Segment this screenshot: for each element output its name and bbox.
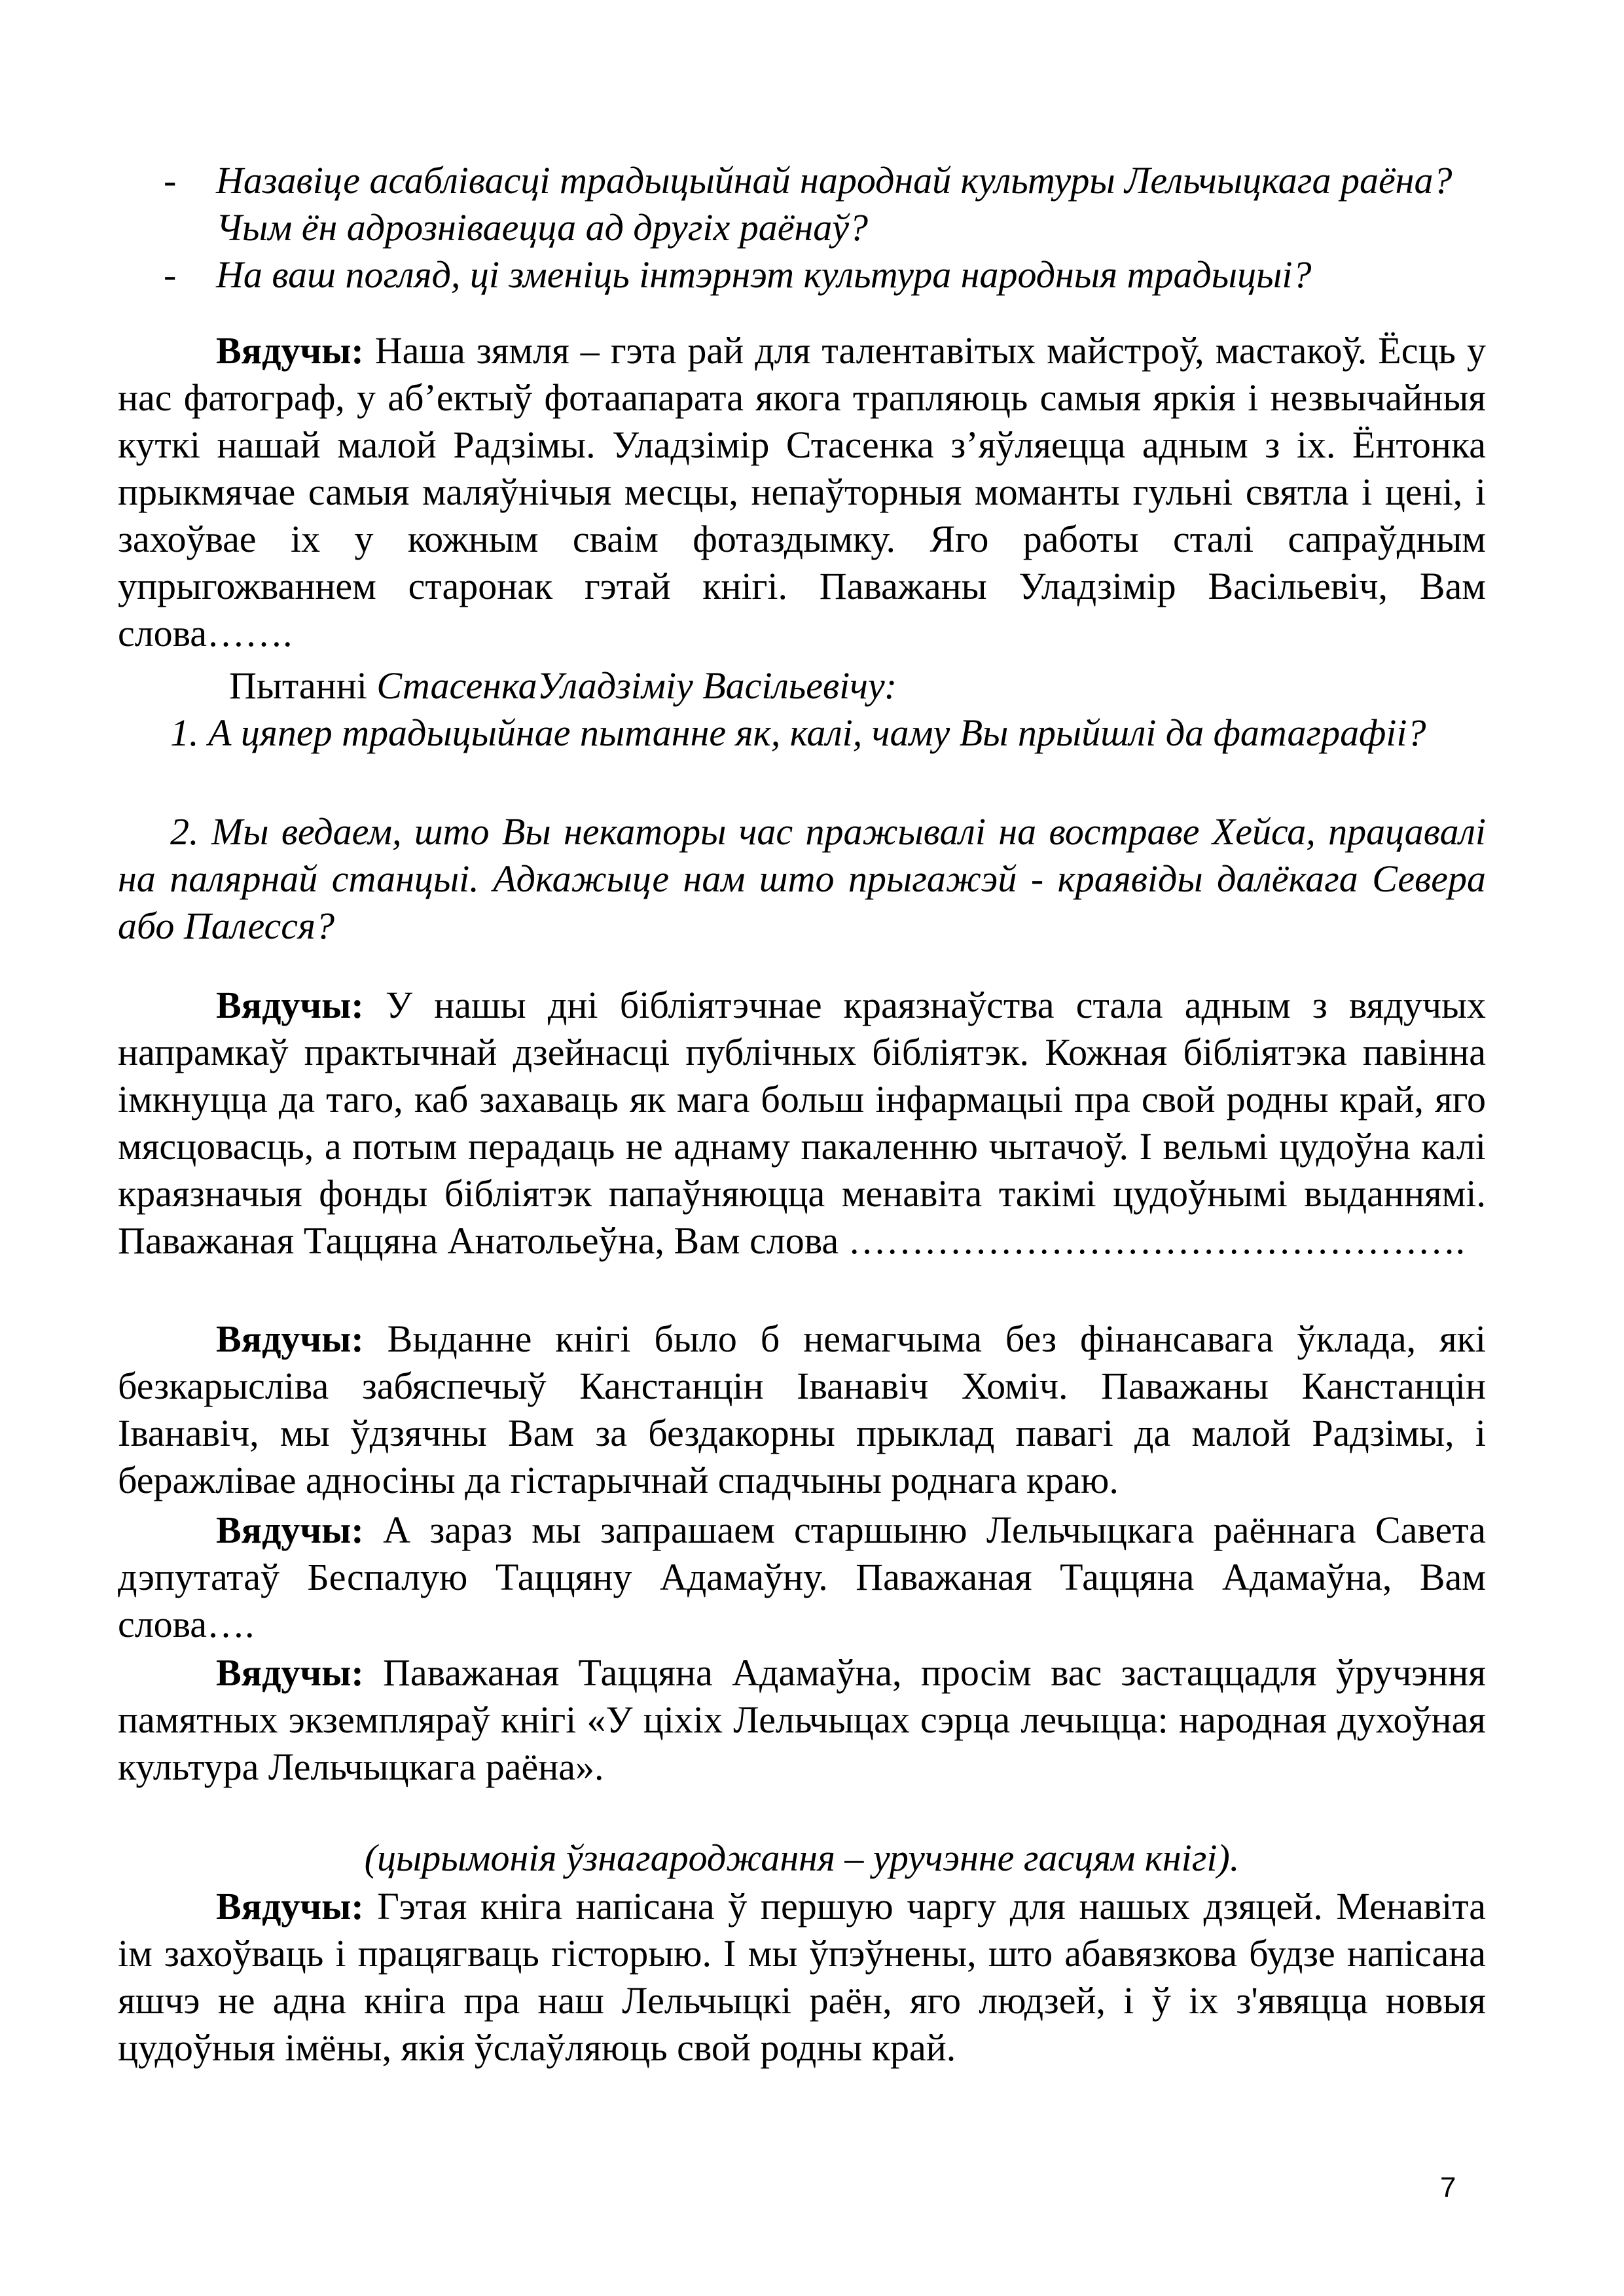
paragraph-text: Гэтая кніга напісана ў першую чаргу для нашых дзяцей. Менавіта ім захоўваць і працягваць гісторыю. І мы ўпэўнены, што абавязкова будзе напісана яшчэ не адна кніга пра наш Лельчыцкі раён, яго людзей, і ў іх з'явяцца новыя цудоўныя імёны, якія ўслаўляюць свой родны край. (118, 1885, 1486, 2069)
heading-italic: СтасенкаУладзіміу Васільевічу: (376, 664, 897, 707)
list-item (118, 157, 1486, 251)
question-text: 1. А цяпер традыцыйнае пытанне як, калі, чаму Вы прыйшлі да фатаграфіі? (170, 711, 1426, 754)
host-paragraph-6 (118, 1883, 1486, 2072)
speaker-label: Вядучы: (216, 329, 364, 372)
question-text: 2. Мы ведаем, што Вы некаторы час пражывалі на востраве Хейса, працавалі на палярнай станцыі. Адкажыце нам што прыгажэй - краявіды далёкага Севера або Палесся? (118, 810, 1486, 947)
host-paragraph-3 (118, 1316, 1486, 1504)
speaker-label: Вядучы: (216, 1651, 364, 1694)
paragraph-text: Наша зямля – гэта рай для талентавітых майстроў, мастакоў. Ёсць у нас фатограф, у аб’ектыў фотаапарата якога трапляюць самыя яркія і незвычайныя куткі нашай малой Радзімы. Уладзімір Стасенка з’яўляецца адным з іх. Ёнтонка прыкмячае самыя маляўнічыя месцы, непаўторныя моманты гульні святла і цені, і захоўвае іх у кожным сваім фотаздымку. Яго работы сталі сапраўдным упрыгожваннем старонак гэтай кнігі. Паважаны Уладзімір Васільевіч, Вам слова……. (118, 329, 1486, 655)
paragraph-text: У нашы дні бібліятэчнае краязнаўства стала адным з вядучых напрамкаў практычнай дзейнасці публічных бібліятэк. Кожная бібліятэка павінна імкнуцца да таго, каб захаваць як мага больш інфармацыі пра свой родны край, яго мясцовасць, а потым перадаць не аднаму пакаленню чытачоў. І вельмі цудоўна калі краязначыя фонды бібліятэк папаўняюцца менавіта такімі цудоўнымі выданнямі. Паважаная Таццяна Анатольеўна, Вам слова …………………………………………. (118, 984, 1486, 1262)
ceremony-note (118, 1835, 1486, 1882)
host-paragraph-1 (118, 327, 1486, 657)
host-paragraph-4 (118, 1507, 1486, 1648)
host-paragraph-2 (118, 982, 1486, 1265)
note-text: (цырымонія ўзнагароджання – уручэнне гасцям кнігі). (364, 1837, 1240, 1879)
numbered-question-1 (118, 709, 1486, 757)
dash-bullet: - (164, 159, 177, 202)
speaker-label: Вядучы: (216, 1509, 364, 1551)
list-item (118, 251, 1486, 298)
page-number: 7 (1440, 2172, 1456, 2204)
paragraph-text: Выданне кнігі было б немагчыма без фінансавага ўклада, які безкарысліва забяспечыў Канстанцін Іванавіч Хоміч. Паважаны Канстанцін Іванавіч, мы ўдзячны Вам за бездакорны прыклад павагі да малой Радзімы, і беражлівае адносіны да гістарычнай спадчыны роднага краю. (118, 1318, 1486, 1501)
question-list (118, 157, 1486, 298)
question-text: На ваш погляд, ці зменіць інтэрнэт культура народныя традыцыі? (216, 253, 1312, 296)
speaker-label: Вядучы: (216, 1318, 364, 1360)
questions-heading (118, 662, 1486, 709)
heading-plain: Пытанні (229, 664, 377, 707)
host-paragraph-5 (118, 1649, 1486, 1791)
paragraph-text: Паважаная Таццяна Адамаўна, просім вас застаццадля ўручэння памятных экземпляраў кнігі «У ціхіх Лельчыцах сэрца лечыцца: народная духоўная культура Лельчыцкага раёна». (118, 1651, 1486, 1788)
paragraph-text: А зараз мы запрашаем старшыню Лельчыцкага раённага Савета дэпутатаў Беспалую Таццяну Адамаўну. Паважаная Таццяна Адамаўна, Вам слова…. (118, 1509, 1486, 1645)
dash-bullet: - (164, 253, 177, 296)
question-text: Назавіце асаблівасці традыцыйнай народнай культуры Лельчыцкага раёна? Чым ён адрозніваецца ад другіх раёнаў? (216, 159, 1453, 249)
speaker-label: Вядучы: (216, 984, 364, 1026)
numbered-question-2 (118, 808, 1486, 950)
speaker-label: Вядучы: (216, 1885, 364, 1928)
